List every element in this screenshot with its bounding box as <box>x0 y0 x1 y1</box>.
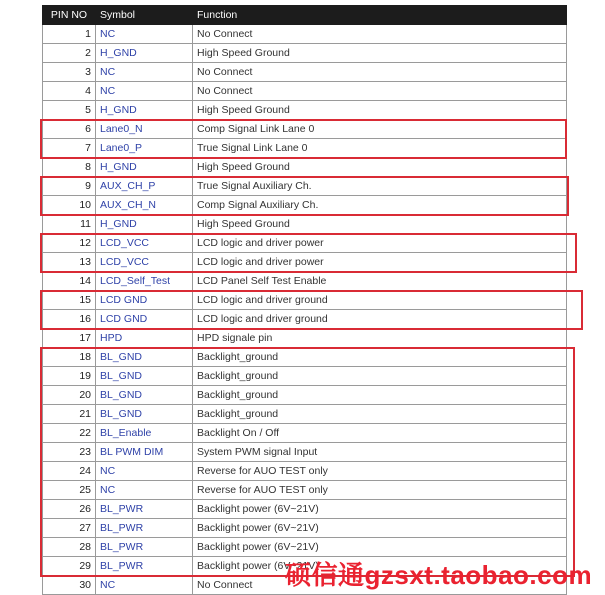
pin-number-cell: 8 <box>43 158 96 177</box>
symbol-cell: BL_PWR <box>96 557 193 576</box>
pin-number-cell: 20 <box>43 386 96 405</box>
pin-number-cell: 1 <box>43 25 96 44</box>
highlight-box <box>40 176 569 216</box>
pin-number-cell: 6 <box>43 120 96 139</box>
highlight-box <box>40 233 577 273</box>
symbol-cell: Lane0_P <box>96 139 193 158</box>
pin-number-cell: 11 <box>43 215 96 234</box>
table-row <box>43 101 567 120</box>
pin-number-cell: 15 <box>43 291 96 310</box>
symbol-cell: H_GND <box>96 158 193 177</box>
symbol-cell: NC <box>96 82 193 101</box>
table-row <box>43 82 567 101</box>
symbol-cell: LCD GND <box>96 310 193 329</box>
function-cell: Backlight_ground <box>193 367 567 386</box>
symbol-cell: BL PWM DIM <box>96 443 193 462</box>
function-cell: Backlight_ground <box>193 405 567 424</box>
function-cell: Reverse for AUO TEST only <box>193 481 567 500</box>
function-cell: LCD Panel Self Test Enable <box>193 272 567 291</box>
symbol-cell: BL_PWR <box>96 500 193 519</box>
function-cell: Reverse for AUO TEST only <box>193 462 567 481</box>
symbol-cell: BL_GND <box>96 386 193 405</box>
pin-number-cell: 30 <box>43 576 96 595</box>
pin-number-cell: 3 <box>43 63 96 82</box>
function-cell: No Connect <box>193 25 567 44</box>
pin-number-cell: 9 <box>43 177 96 196</box>
function-cell: LCD logic and driver power <box>193 253 567 272</box>
function-cell: Backlight power (6V~21V) <box>193 538 567 557</box>
pin-number-cell: 26 <box>43 500 96 519</box>
table-header-row <box>43 6 567 25</box>
highlight-box <box>40 347 575 577</box>
header-function: Function <box>193 6 567 25</box>
function-cell: LCD logic and driver power <box>193 234 567 253</box>
pin-number-cell: 28 <box>43 538 96 557</box>
pin-number-cell: 18 <box>43 348 96 367</box>
pin-number-cell: 14 <box>43 272 96 291</box>
symbol-cell: NC <box>96 481 193 500</box>
table-row <box>43 158 567 177</box>
pin-number-cell: 19 <box>43 367 96 386</box>
table-row <box>43 329 567 348</box>
table-row <box>43 272 567 291</box>
watermark: 硕信通gzsxt.taobao.com <box>285 560 593 590</box>
symbol-cell: H_GND <box>96 44 193 63</box>
function-cell: Backlight_ground <box>193 348 567 367</box>
table-row <box>43 63 567 82</box>
highlight-box <box>40 119 567 159</box>
highlight-box <box>40 290 583 330</box>
function-cell: High Speed Ground <box>193 158 567 177</box>
table-row <box>43 25 567 44</box>
function-cell: No Connect <box>193 63 567 82</box>
function-cell: High Speed Ground <box>193 215 567 234</box>
table-row <box>43 44 567 63</box>
symbol-cell: BL_GND <box>96 367 193 386</box>
symbol-cell: BL_PWR <box>96 519 193 538</box>
function-cell: High Speed Ground <box>193 101 567 120</box>
function-cell: Backlight_ground <box>193 386 567 405</box>
symbol-cell: LCD GND <box>96 291 193 310</box>
pin-number-cell: 7 <box>43 139 96 158</box>
header-symbol: Symbol <box>96 6 193 25</box>
symbol-cell: LCD_VCC <box>96 234 193 253</box>
function-cell: No Connect <box>193 576 567 595</box>
function-cell: LCD logic and driver ground <box>193 310 567 329</box>
symbol-cell: LCD_VCC <box>96 253 193 272</box>
pin-number-cell: 25 <box>43 481 96 500</box>
symbol-cell: HPD <box>96 329 193 348</box>
function-cell: Backlight power (6V~21V) <box>193 519 567 538</box>
header-pin-no: PIN NO <box>43 6 96 25</box>
symbol-cell: NC <box>96 63 193 82</box>
function-cell: Backlight power (6V~21V) <box>193 557 567 576</box>
function-cell: Comp Signal Link Lane 0 <box>193 120 567 139</box>
function-cell: Comp Signal Auxiliary Ch. <box>193 196 567 215</box>
function-cell: Backlight On / Off <box>193 424 567 443</box>
function-cell: No Connect <box>193 82 567 101</box>
symbol-cell: Lane0_N <box>96 120 193 139</box>
function-cell: High Speed Ground <box>193 44 567 63</box>
table-row <box>43 215 567 234</box>
symbol-cell: BL_GND <box>96 348 193 367</box>
symbol-cell: BL_GND <box>96 405 193 424</box>
symbol-cell: NC <box>96 25 193 44</box>
pin-number-cell: 2 <box>43 44 96 63</box>
symbol-cell: NC <box>96 576 193 595</box>
function-cell: True Signal Link Lane 0 <box>193 139 567 158</box>
pin-number-cell: 24 <box>43 462 96 481</box>
pin-number-cell: 16 <box>43 310 96 329</box>
function-cell: HPD signale pin <box>193 329 567 348</box>
pin-number-cell: 27 <box>43 519 96 538</box>
symbol-cell: NC <box>96 462 193 481</box>
pin-number-cell: 10 <box>43 196 96 215</box>
symbol-cell: AUX_CH_N <box>96 196 193 215</box>
symbol-cell: AUX_CH_P <box>96 177 193 196</box>
function-cell: System PWM signal Input <box>193 443 567 462</box>
pin-number-cell: 29 <box>43 557 96 576</box>
symbol-cell: H_GND <box>96 101 193 120</box>
pin-number-cell: 12 <box>43 234 96 253</box>
symbol-cell: BL_PWR <box>96 538 193 557</box>
pin-number-cell: 13 <box>43 253 96 272</box>
symbol-cell: LCD_Self_Test <box>96 272 193 291</box>
pin-number-cell: 21 <box>43 405 96 424</box>
function-cell: Backlight power (6V~21V) <box>193 500 567 519</box>
pin-number-cell: 17 <box>43 329 96 348</box>
pin-number-cell: 4 <box>43 82 96 101</box>
pin-number-cell: 22 <box>43 424 96 443</box>
pin-number-cell: 5 <box>43 101 96 120</box>
symbol-cell: H_GND <box>96 215 193 234</box>
symbol-cell: BL_Enable <box>96 424 193 443</box>
function-cell: True Signal Auxiliary Ch. <box>193 177 567 196</box>
pin-number-cell: 23 <box>43 443 96 462</box>
function-cell: LCD logic and driver ground <box>193 291 567 310</box>
